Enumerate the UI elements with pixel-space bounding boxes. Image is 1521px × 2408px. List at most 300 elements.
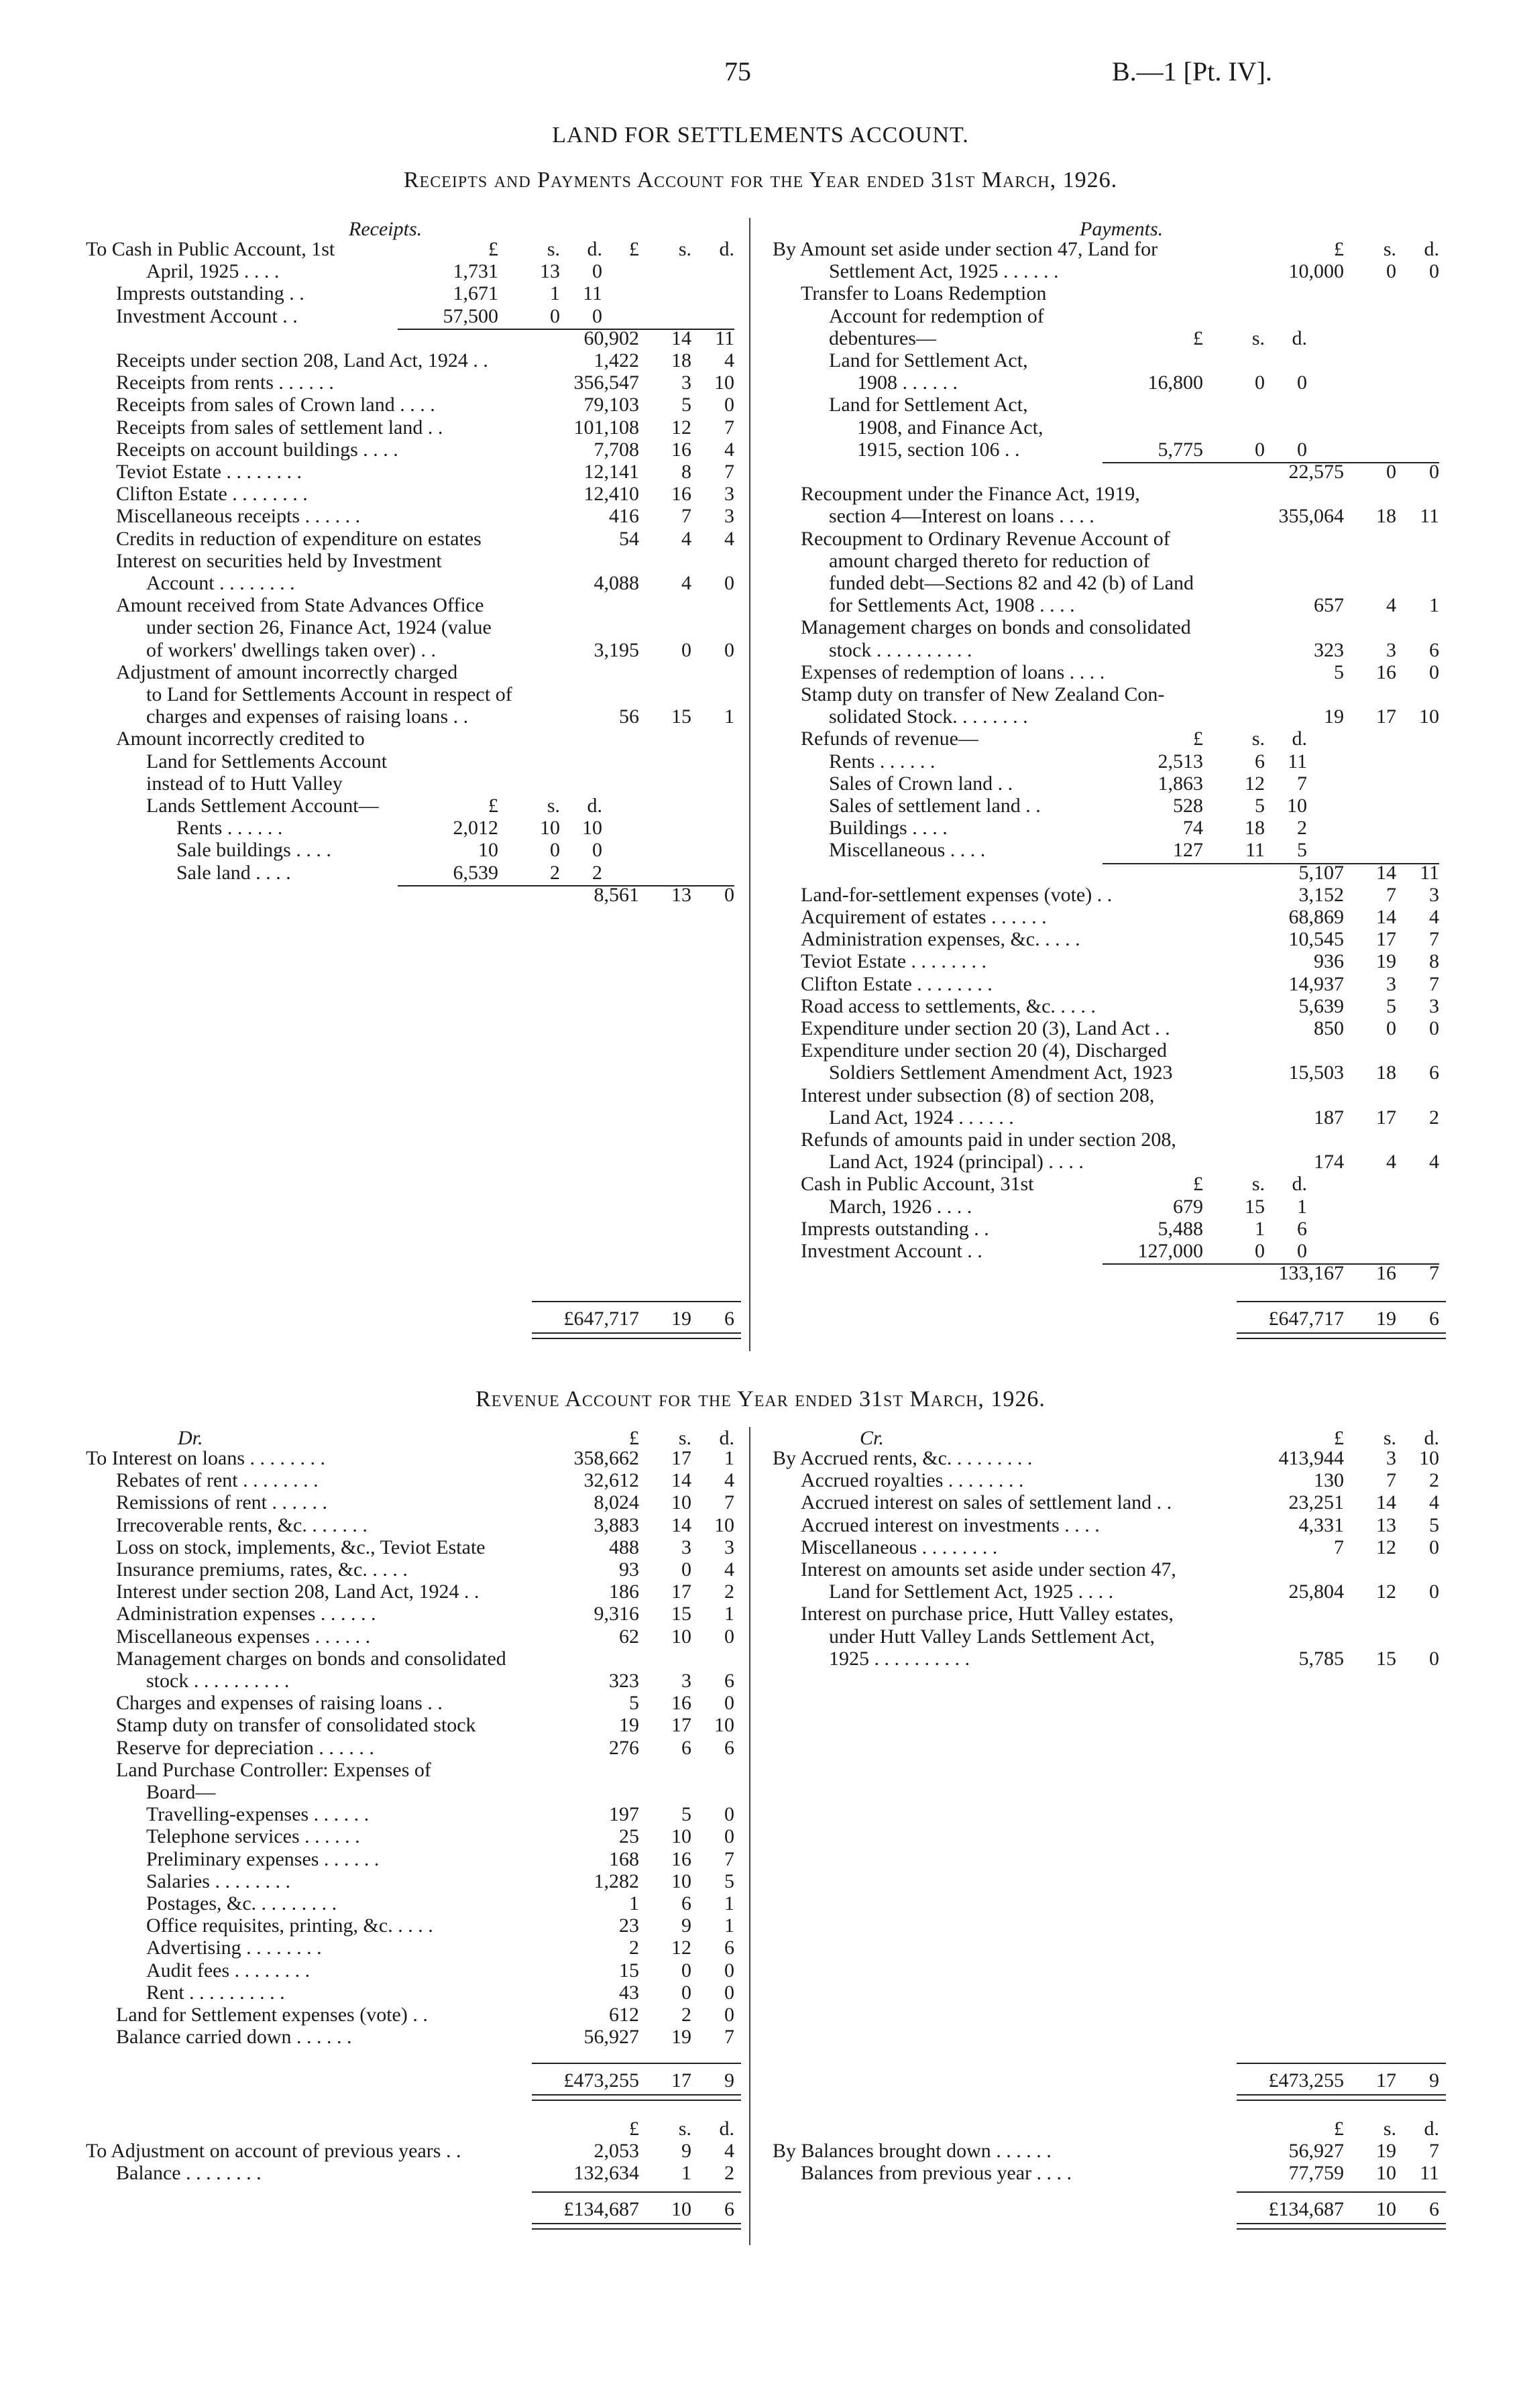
amount-pence: 3 [724,505,734,528]
amount-pence: 4 [1429,1151,1439,1173]
amount-pounds: 168 [609,1847,639,1870]
amount-pounds: 101,108 [573,416,639,439]
sub-pounds: 127,000 [1137,1240,1203,1262]
entry-label: Sale land . . . . [176,861,291,884]
sub-pence: d. [1292,1173,1307,1196]
debit-second-head-pound: £ [629,2118,639,2140]
amount-pounds: 187 [1314,1106,1344,1129]
payments-column [773,238,1445,1338]
amount-pounds: 1,282 [594,1870,639,1892]
credit-column [773,1427,1445,2245]
entry-label: Sales of settlement land . . [829,795,1041,817]
amount-shillings: 14 [671,327,691,349]
total-rule [1237,2191,1446,2193]
entry-label: Telephone services . . . . . . [146,1825,360,1848]
total-double-rule [532,2223,741,2230]
total-rule [532,2063,741,2064]
amount-pence: 7 [1429,928,1439,951]
amount-shillings: 14 [1376,906,1396,928]
amount-shillings: 0 [681,1981,691,2004]
sub-pounds: 1,863 [1158,772,1203,795]
amount-shillings: 18 [671,349,691,371]
entry-label: Interest under subsection (8) of section 208, [801,1084,1155,1106]
total-rule [1237,2063,1446,2064]
entry-label: under Hutt Valley Lands Settlement Act, [829,1625,1156,1648]
sub-pence: 10 [582,817,602,840]
amount-pounds: 25 [619,1825,639,1848]
sub-pence: 5 [1297,839,1307,862]
entry-label: Interest on purchase price, Hutt Valley estates, [801,1603,1174,1625]
amount-pounds: 3,152 [1298,883,1344,906]
sub-shillings: 0 [1255,371,1265,394]
amount-pence: 3 [724,483,734,506]
sub-pounds: £ [488,238,498,260]
amount-pence: 0 [1429,260,1439,283]
sub-pounds: 74 [1183,817,1203,840]
total-pence: 9 [1429,2069,1439,2091]
sub-shillings: s. [1251,728,1265,750]
amount-pounds: 488 [609,1536,639,1558]
entry-label: Sale buildings . . . . [176,839,331,862]
sub-shillings: s. [1251,1173,1265,1196]
entry-label: solidated Stock. . . . . . . . [829,705,1028,728]
entry-label: amount charged thereto for reduction of [829,549,1150,572]
amount-shillings: 3 [681,1670,691,1692]
sub-pence: 7 [1297,772,1307,795]
amount-shillings: 14 [1376,861,1396,884]
entry-label: Clifton Estate . . . . . . . . [116,483,308,506]
entry-label: Miscellaneous . . . . . . . . [801,1536,998,1558]
sub-pounds: 5,775 [1158,438,1203,461]
amount-pounds: 8,024 [594,1491,639,1514]
entry-label: Imprests outstanding . . [801,1217,989,1240]
entry-label: Receipts from sales of Crown land . . . . [116,394,435,416]
amount-pounds: 612 [609,2004,639,2026]
amount-pence: 4 [724,2140,734,2162]
amount-shillings: 17 [671,1714,691,1737]
sub-pence: 0 [592,304,602,327]
amount-pounds: 10,000 [1288,260,1344,283]
amount-pounds: 416 [609,505,639,528]
entry-label: Refunds of amounts paid in under section 208, [801,1129,1176,1151]
amount-pounds: 850 [1314,1017,1344,1039]
amount-shillings: 13 [1376,1513,1396,1536]
amount-pounds: 3,883 [594,1513,639,1536]
amount-pounds: 276 [609,1736,639,1759]
entry-label: charges and expenses of raising loans . . [146,705,469,728]
amount-pounds: 1,422 [594,349,639,371]
entry-label: Land for Settlement expenses (vote) . . [116,2004,428,2026]
amount-pence: 0 [1429,1017,1439,1039]
entry-label: Land for Settlements Account [146,750,388,772]
entry-label: Reserve for depreciation . . . . . . [116,1736,374,1759]
credit-heading: Cr. [860,1427,884,1449]
amount-pounds: 358,662 [573,1447,639,1469]
amount-pounds: 186 [609,1581,639,1603]
amount-shillings: 2 [681,2004,691,2026]
amount-pence: 0 [724,1692,734,1715]
sub-shillings: 0 [550,304,560,327]
entry-label: Rents . . . . . . [176,817,283,840]
amount-pence: 1 [724,1892,734,1914]
amount-pounds: 355,064 [1278,505,1344,528]
debit-column [86,1427,740,2245]
amount-pounds: 14,937 [1288,972,1344,995]
amount-shillings: 16 [671,1692,691,1715]
entry-label: instead of to Hutt Valley [146,772,343,795]
amount-pence: 0 [724,394,734,416]
sub-shillings: 6 [1255,750,1265,772]
total-rule [1237,1301,1446,1302]
entry-label: Stamp duty on transfer of New Zealand Con- [801,683,1165,705]
amount-pounds: 8,561 [594,883,639,906]
entry-label: Land Act, 1924 . . . . . . [829,1106,1014,1129]
amount-pence: 6 [1429,1062,1439,1084]
sub-pounds: 5,488 [1158,1217,1203,1240]
amount-pence: 1 [1429,594,1439,617]
amount-pounds: 32,612 [583,1469,639,1492]
amount-pence: 4 [724,1558,734,1581]
sub-pence: 0 [592,839,602,862]
amount-shillings: 15 [671,705,691,728]
amount-shillings: 0 [681,638,691,661]
amount-shillings: 12 [1376,1581,1396,1603]
entry-label: To Interest on loans . . . . . . . . [86,1447,326,1469]
amount-pence: 4 [1429,906,1439,928]
amount-pence: 3 [1429,994,1439,1017]
amount-pence: 4 [724,438,734,461]
sub-pounds: 16,800 [1147,371,1203,394]
sub-pence: 0 [1297,1240,1307,1262]
sub-shillings: 13 [540,260,560,283]
amount-shillings: 9 [681,2140,691,2162]
total-pence: 6 [724,1308,734,1330]
amount-pounds: 133,167 [1278,1262,1344,1285]
entry-label: under section 26, Finance Act, 1924 (value [146,616,492,639]
amount-pence: 0 [1429,661,1439,683]
sub-shillings: s. [547,238,560,260]
amount-pounds: 197 [609,1803,639,1826]
total-double-rule [1237,2223,1446,2230]
entry-label: Balances from previous year . . . . [801,2162,1072,2185]
total-double-rule [532,1332,741,1339]
amount-shillings: 10 [1376,2162,1396,2185]
amount-shillings: 9 [681,1914,691,1937]
amount-pence: 6 [724,1736,734,1759]
amount-shillings: 5 [681,1803,691,1826]
amount-pence: 0 [724,1959,734,1982]
amount-shillings: 6 [681,1892,691,1914]
entry-label: Interest on securities held by Investment [116,549,442,572]
amount-pounds: 5 [1334,661,1344,683]
amount-pence: 5 [1429,1513,1439,1536]
debit-head-shilling: s. [678,1427,691,1449]
total-pence: 9 [724,2069,734,2091]
entry-label: Receipts from rents . . . . . . [116,371,334,394]
sub-pence: 2 [1297,817,1307,840]
amount-shillings: 17 [671,1581,691,1603]
entry-label: Clifton Estate . . . . . . . . [801,972,993,995]
amount-shillings: 3 [1386,638,1396,661]
amount-pence: 7 [1429,972,1439,995]
amount-pence: 2 [724,2162,734,2185]
amount-pence: 0 [1429,1536,1439,1558]
total-rule [532,2191,741,2193]
entry-label: Administration expenses, &c. . . . . [801,928,1080,951]
amount-shillings: 6 [681,1736,691,1759]
amount-shillings: 12 [1376,1536,1396,1558]
entry-label: Board— [146,1781,216,1803]
amount-shillings: 10 [671,1625,691,1648]
amount-pence: 7 [724,2026,734,2049]
entry-label: Sales of Crown land . . [829,772,1013,795]
amount-shillings: 16 [671,1847,691,1870]
amount-shillings: 5 [1386,994,1396,1017]
receipts-column [86,238,740,1338]
entry-label: Expenses of redemption of loans . . . . [801,661,1105,683]
credit-head-shilling: s. [1383,1427,1396,1449]
amount-shillings: 16 [1376,1262,1396,1285]
amount-shillings: 0 [1386,461,1396,483]
sub-pence: 2 [592,861,602,884]
amount-shillings: 13 [671,883,691,906]
sub-shillings: 0 [1255,438,1265,461]
amount-pence: 11 [1420,2162,1439,2185]
entry-label: Accrued interest on investments . . . . [801,1513,1100,1536]
amount-pounds: 25,804 [1288,1581,1344,1603]
amount-pence: 2 [1429,1106,1439,1129]
amount-pence: 6 [724,1937,734,1959]
amount-pounds: £ [1334,238,1344,260]
column-divider-bottom [749,1427,750,2245]
amount-pounds: 77,759 [1288,2162,1344,2185]
amount-pounds: 5,785 [1298,1647,1344,1670]
total-rule [532,1301,741,1302]
amount-pounds: 9,316 [594,1603,639,1625]
total-shillings: 19 [1376,1308,1396,1330]
amount-shillings: s. [1383,238,1396,260]
amount-shillings: 4 [681,572,691,594]
amount-pence: d. [719,238,734,260]
amount-pence: d. [1424,238,1439,260]
amount-pounds: 15,503 [1288,1062,1344,1084]
entry-label: To Cash in Public Account, 1st [86,238,335,260]
amount-shillings: 15 [671,1603,691,1625]
total-shillings: 17 [1376,2069,1396,2091]
entry-label: Amount received from State Advances Office [116,594,484,617]
amount-pounds: 174 [1314,1151,1344,1173]
amount-shillings: 5 [681,394,691,416]
page-number: 75 [724,56,751,87]
amount-shillings: 3 [1386,972,1396,995]
total-double-rule [1237,2094,1446,2101]
entry-label: Land-for-settlement expenses (vote) . . [801,883,1113,906]
amount-pence: 4 [724,527,734,550]
entry-label: Remissions of rent . . . . . . [116,1491,327,1514]
amount-pence: 4 [1429,1491,1439,1514]
amount-pence: 5 [724,1870,734,1892]
amount-pounds: £ [629,238,639,260]
amount-pence: 0 [724,883,734,906]
entry-label: debentures— [829,327,936,349]
amount-shillings: 7 [1386,883,1396,906]
entry-label: Receipts on account buildings . . . . [116,438,398,461]
amount-shillings: 14 [1376,1491,1396,1514]
sub-pounds: 6,539 [453,861,498,884]
sub-pence: d. [1292,327,1307,349]
amount-pence: 0 [1429,461,1439,483]
entry-label: Road access to settlements, &c. . . . . [801,994,1096,1017]
entry-label: Amount incorrectly credited to [116,728,365,750]
entry-label: Receipts under section 208, Land Act, 1924 . . [116,349,488,371]
sub-shillings: 10 [540,817,560,840]
document-code: B.—1 [Pt. IV]. [1112,56,1272,87]
amount-pence: 0 [724,1825,734,1848]
amount-shillings: 18 [1376,1062,1396,1084]
entry-label: Account . . . . . . . . [146,572,295,594]
amount-pence: 7 [724,1847,734,1870]
amount-shillings: 3 [681,371,691,394]
sub-shillings: 12 [1245,772,1265,795]
amount-shillings: 15 [1376,1647,1396,1670]
sub-pounds: 1,731 [453,260,498,283]
sub-pounds: £ [1193,327,1203,349]
amount-pence: 0 [724,1981,734,2004]
sub-shillings: 0 [550,839,560,862]
entry-label: Interest under section 208, Land Act, 1924 . . [116,1581,480,1603]
amount-pence: 0 [1429,1647,1439,1670]
amount-pence: 10 [714,1513,734,1536]
amount-pounds: 15 [619,1959,639,1982]
amount-pence: 0 [724,2004,734,2026]
entry-label: Rebates of rent . . . . . . . . [116,1469,319,1492]
amount-pounds: 356,547 [573,371,639,394]
entry-label: Audit fees . . . . . . . . [146,1959,311,1982]
sub-pounds: 2,513 [1158,750,1203,772]
entry-label: 1925 . . . . . . . . . . [829,1647,970,1670]
entry-label: To Adjustment on account of previous years . . [86,2140,461,2162]
amount-pounds: 12,141 [583,461,639,483]
amount-pence: 0 [724,572,734,594]
amount-pence: 8 [1429,950,1439,973]
amount-pounds: 2,053 [594,2140,639,2162]
revenue-account-title: Revenue Account for the Year ended 31st March, 1926. [475,1387,1046,1412]
entry-label: Land for Settlement Act, 1925 . . . . [829,1581,1114,1603]
debit-head-pence: d. [719,1427,734,1449]
amount-shillings: 17 [1376,705,1396,728]
account-title: LAND FOR SETTLEMENTS ACCOUNT. [552,123,969,148]
amount-pounds: 5 [629,1692,639,1715]
total-shillings: 10 [671,2198,691,2220]
entry-label: 1908 . . . . . . [857,371,958,394]
total-double-rule [532,2094,741,2101]
amount-pounds: 4,331 [1298,1513,1344,1536]
entry-label: Administration expenses . . . . . . [116,1603,376,1625]
amount-pence: 6 [1429,638,1439,661]
amount-pounds: 43 [619,1981,639,2004]
amount-pounds: 5,107 [1298,861,1344,884]
amount-pounds: 56,927 [1288,2140,1344,2162]
total-pounds: £134,687 [563,2198,639,2220]
entry-label: section 4—Interest on loans . . . . [829,505,1094,528]
entry-label: Interest on amounts set aside under section 47, [801,1558,1176,1581]
amount-pence: 7 [1429,2140,1439,2162]
entry-label: By Balances brought down . . . . . . [773,2140,1052,2162]
entry-label: Balance . . . . . . . . [116,2162,262,2185]
amount-shillings: 19 [1376,950,1396,973]
sub-pounds: £ [1193,1173,1203,1196]
entry-label: Miscellaneous receipts . . . . . . [116,505,361,528]
sub-pence: 11 [1288,750,1307,772]
sub-pence: 1 [1297,1195,1307,1218]
entry-label: Rent . . . . . . . . . . [146,1981,285,2004]
amount-pounds: 10,545 [1288,928,1344,951]
amount-shillings: 7 [681,505,691,528]
sub-pence: d. [1292,728,1307,750]
total-pence: 6 [1429,1308,1439,1330]
entry-label: Teviot Estate . . . . . . . . [116,461,302,483]
entry-label: Investment Account . . [801,1240,982,1262]
sub-shillings: 1 [550,282,560,305]
amount-shillings: 12 [671,416,691,439]
sub-pounds: 10 [478,839,498,862]
amount-pounds: 7 [1334,1536,1344,1558]
amount-shillings: 0 [1386,260,1396,283]
sub-pounds: 679 [1173,1195,1203,1218]
amount-pounds: 54 [619,527,639,550]
entry-label: for Settlements Act, 1908 . . . . [829,594,1075,617]
entry-label: Preliminary expenses . . . . . . [146,1847,380,1870]
total-pounds: £647,717 [1268,1308,1344,1330]
total-pence: 6 [724,2198,734,2220]
credit-second-head-shilling: s. [1383,2118,1396,2140]
sub-shillings: 18 [1245,817,1265,840]
sub-pence: d. [587,795,602,817]
amount-pence: 11 [1420,861,1439,884]
sub-pence: 0 [592,260,602,283]
sub-shillings: 15 [1245,1195,1265,1218]
sub-shillings: s. [547,795,560,817]
entry-label: Balance carried down . . . . . . [116,2026,352,2049]
amount-pounds: 56 [619,705,639,728]
credit-head-pence: d. [1424,1427,1439,1449]
amount-shillings: 10 [671,1870,691,1892]
amount-pounds: 23 [619,1914,639,1937]
receipts-heading: Receipts. [349,218,422,240]
entry-label: Management charges on bonds and consolidated [801,616,1191,639]
entry-label: March, 1926 . . . . [829,1195,972,1218]
amount-pence: 1 [724,1603,734,1625]
amount-shillings: 16 [671,438,691,461]
entry-label: Insurance premiums, rates, &c. . . . . [116,1558,408,1581]
amount-pence: 2 [724,1581,734,1603]
amount-shillings: 17 [671,1447,691,1469]
amount-shillings: 8 [681,461,691,483]
amount-shillings: 0 [681,1558,691,1581]
sub-pence: 0 [1297,438,1307,461]
amount-shillings: 19 [671,2026,691,2049]
entry-label: Land Purchase Controller: Expenses of [116,1758,431,1781]
entry-label: Office requisites, printing, &c. . . . . [146,1914,433,1937]
sub-pence: 6 [1297,1217,1307,1240]
entry-label: Management charges on bonds and consolidated [116,1647,506,1670]
amount-shillings: 16 [671,483,691,506]
entry-label: Irrecoverable rents, &c. . . . . . . [116,1513,368,1536]
amount-pounds: 19 [619,1714,639,1737]
amount-pounds: 130 [1314,1469,1344,1492]
amount-shillings: 17 [1376,928,1396,951]
total-shillings: 10 [1376,2198,1396,2220]
